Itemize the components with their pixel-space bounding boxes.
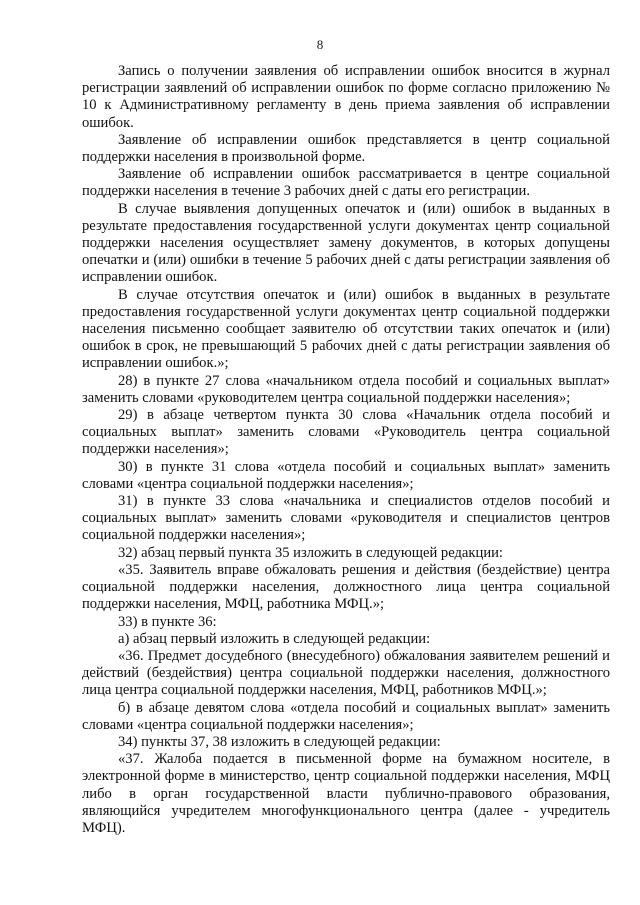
paragraph: В случае отсутствия опечаток и (или) ошибок в выданных в результате предоставления государственной услуги документах центр социальной поддержки населения письменно сообщает заявителю об отсутствии таких опечаток и (или) ошибок в срок, не превышающий 5 рабочих дней с даты регистрации заявления об исправлении ошибок.»;: [82, 286, 610, 372]
paragraph: а) абзац первый изложить в следующей редакции:: [118, 630, 431, 647]
paragraph: 33) в пункте 36:: [118, 613, 217, 630]
paragraph: 28) в пункте 27 слова «начальником отдела пособий и социальных выплат» заменить словами «руководителем центра социальной поддержки населения»;: [82, 372, 610, 406]
paragraph: Заявление об исправлении ошибок представляется в центр социальной поддержки населения в произвольной форме.: [82, 131, 610, 166]
paragraph: 29) в абзаце четвертом пункта 30 слова «Начальник отдела пособий и социальных выплат» заменить словами «Руководитель центра социальной поддержки населения»;: [82, 407, 610, 458]
paragraph: В случае выявления допущенных опечаток и (или) ошибок в выданных в результате предоставления государственной услуги документах центр социальной поддержки населения осуществляет замену документов, в которых допущены опечатки и (или) ошибки в течение 5 рабочих дней с даты регистрации заявления об исправлении ошибок.: [82, 200, 610, 286]
paragraph: 34) пункты 37, 38 изложить в следующей редакции:: [118, 733, 441, 750]
paragraph: Запись о получении заявления об исправлении ошибок вносится в журнал регистрации заявлений об исправлении ошибок по форме согласно приложению № 10 к Административному регламенту в день приема заявления об исправлении ошибок.: [82, 63, 610, 131]
document-body: [82, 63, 610, 837]
paragraph: 32) абзац первый пункта 35 изложить в следующей редакции:: [118, 544, 503, 561]
paragraph: «35. Заявитель вправе обжаловать решения и действия (бездействие) центра социальной поддержки населения, должностного лица центра социальной поддержки населения, МФЦ, работника МФЦ.»;: [82, 561, 610, 613]
paragraph: Заявление об исправлении ошибок рассматривается в центре социальной поддержки населения в течение 3 рабочих дней с даты его регистрации.: [82, 166, 610, 200]
page-number: 8: [316, 37, 324, 52]
paragraph: «36. Предмет досудебного (внесудебного) обжалования заявителем решений и действий (бездействия) центра социальной поддержки населения, должностного лица центра социальной поддержки населения, МФЦ, работников МФЦ.»;: [82, 647, 610, 699]
paragraph: б) в абзаце девятом слова «отдела пособий и социальных выплат» заменить словами «центра социальной поддержки населения»;: [82, 699, 610, 733]
paragraph: «37. Жалоба подается в письменной форме на бумажном носителе, в электронной форме в министерство, центр социальной поддержки населения, МФЦ либо в орган государственной власти публично-правового образования, являющийся учредителем многофункционального центра (далее - учредитель МФЦ).: [82, 751, 610, 836]
paragraph: 31) в пункте 33 слова «начальника и специалистов отделов пособий и социальных выплат» заменить словами «руководителя и специалистов центров социальной поддержки населения»;: [82, 493, 610, 544]
paragraph: 30) в пункте 31 слова «отдела пособий и социальных выплат» заменить словами «центра социальной поддержки населения»;: [82, 458, 610, 492]
